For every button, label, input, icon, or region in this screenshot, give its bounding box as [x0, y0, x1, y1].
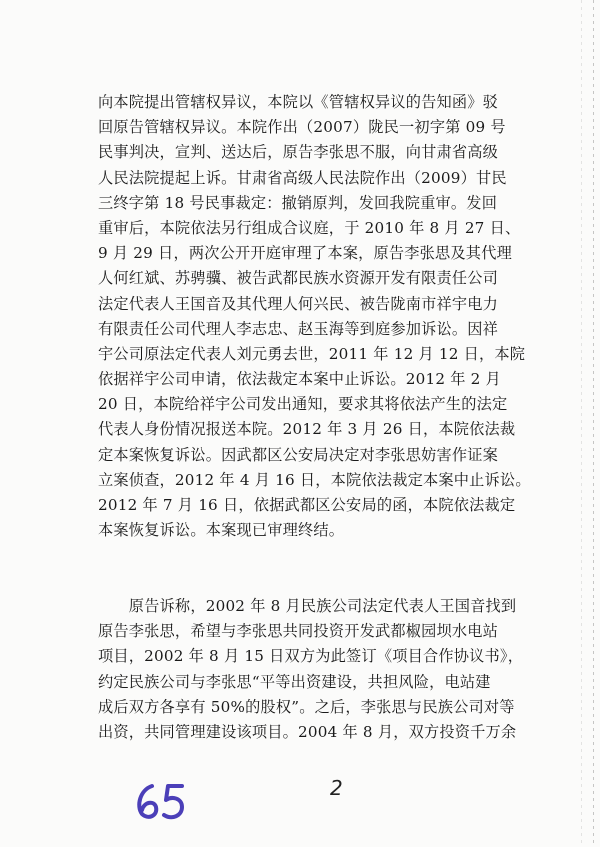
- text-line: 2012 年 7 月 16 日，依据武都区公安局的函，本院依法裁定: [98, 496, 516, 514]
- text-line: 民事判决，宣判、送达后，原告李张思不服，向甘肃省高级: [98, 143, 499, 162]
- text-line: 9 月 29 日，两次公开开庭审理了本案，原告李张思及其代理: [98, 244, 512, 263]
- text-line: 原告诉称，2002 年 8 月民族公司法定代表人王国音找到: [98, 597, 517, 615]
- text-line: 20 日，本院给祥宇公司发出通知，要求其将依法产生的法定: [98, 395, 508, 414]
- text-line: 回原告管辖权异议。本院作出（2007）陇民一初字第 09 号: [98, 118, 506, 137]
- handwritten-mark-svg: [130, 780, 190, 824]
- scan-edge-line-faint: [581, 0, 582, 847]
- text-line: 法定代表人王国音及其代理人何兴民、被告陇南市祥宇电力: [98, 294, 499, 313]
- text-line: 依据祥宇公司申请，依法裁定本案中止诉讼。2012 年 2 月: [98, 370, 501, 389]
- text-line: 向本院提出管辖权异议，本院以《管辖权异议的告知函》驳: [98, 93, 499, 111]
- page-number: 2: [330, 776, 343, 800]
- scan-edge-line: [593, 0, 594, 847]
- handwritten-page-mark: [130, 780, 190, 824]
- paragraph-2: [98, 594, 530, 745]
- text-line: 重审后，本院依法另行组成合议庭，于 2010 年 8 月 27 日、: [98, 218, 521, 237]
- text-line: 出资，共同管理建设该项目。2004 年 8 月，双方投资千万余: [98, 722, 517, 741]
- text-line: 约定民族公司与李张思“平等出资建设，共担风险，电站建: [98, 672, 491, 691]
- text-line: 有限责任公司代理人李志忠、赵玉海等到庭参加诉讼。因祥: [98, 319, 499, 338]
- text-line: 定本案恢复诉讼。因武都区公安局决定对李张思妨害作证案: [98, 445, 499, 464]
- text-line: 宇公司原法定代表人刘元勇去世，2011 年 12 月 12 日，本院: [98, 344, 526, 363]
- text-line: 成后双方各享有 50%的股权”。之后，李张思与民族公司对等: [98, 697, 515, 716]
- text-line: 本案恢复诉讼。本案现已审理终结。: [98, 521, 345, 540]
- text-line: 人民法院提起上诉。甘肃省高级人民法院作出（2009）甘民: [98, 168, 507, 187]
- paragraph-1: [98, 90, 530, 543]
- text-line: 三终字第 18 号民事裁定：撤销原判，发回我院重审。发回: [98, 193, 498, 212]
- text-line: 立案侦查，2012 年 4 月 16 日，本院依法裁定本案中止诉讼。: [98, 470, 531, 489]
- text-line: 原告李张思，希望与李张思共同投资开发武都椒园坝水电站: [98, 622, 499, 641]
- text-line: 代表人身份情况报送本院。2012 年 3 月 26 日，本院依法裁: [98, 420, 516, 439]
- text-line: 项目，2002 年 8 月 15 日双方为此签订《项目合作协议书》，: [98, 647, 524, 666]
- text-line: 人何红斌、苏骋骥、被告武都民族水资源开发有限责任公司: [98, 269, 499, 288]
